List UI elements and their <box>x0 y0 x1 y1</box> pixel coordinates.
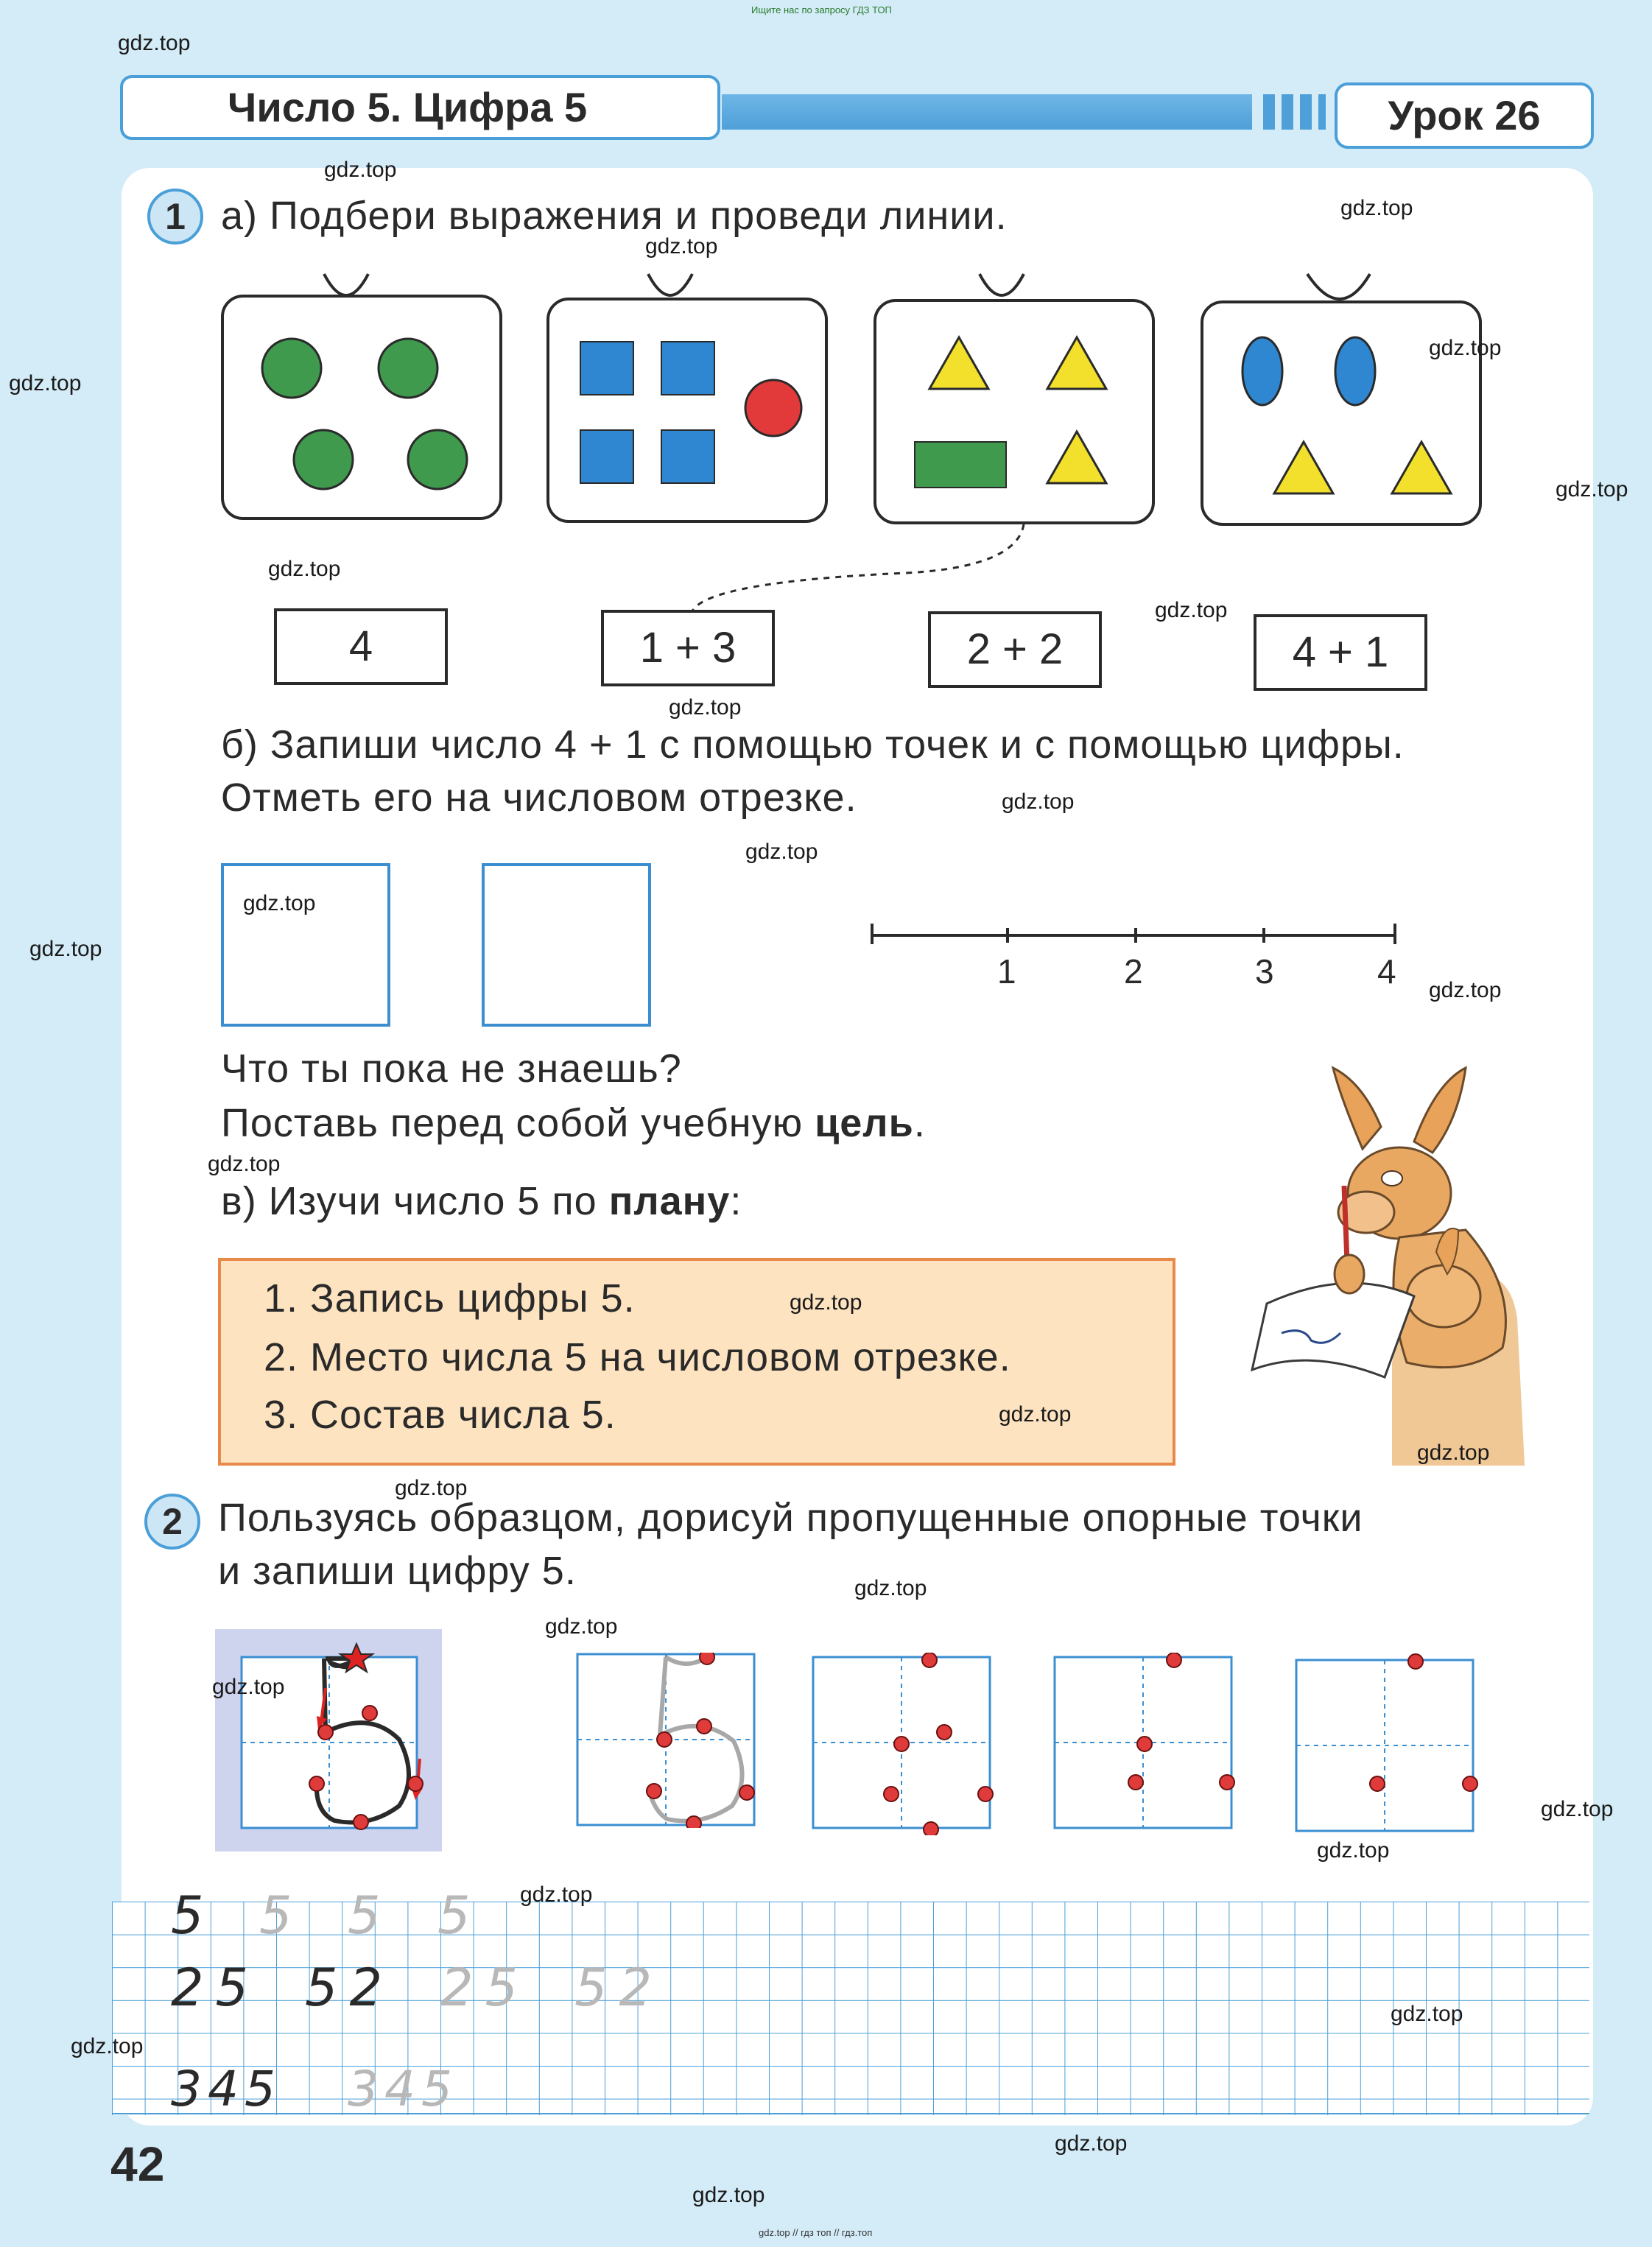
row3-item-faint: 345 <box>348 2061 458 2117</box>
row2-item: 52 <box>305 1958 395 2018</box>
expression-box-3[interactable]: 2 + 2 <box>928 611 1102 688</box>
watermark: gdz.top <box>71 2034 144 2058</box>
practice-box-1[interactable] <box>576 1653 760 1828</box>
task1-b-text-line1: б) Запиши число 4 + 1 с помощью точек и с помощью цифры. <box>221 722 1405 767</box>
task-number-2: 2 <box>144 1494 200 1550</box>
page-number: 42 <box>110 2137 165 2191</box>
watermark: gdz.top <box>1556 477 1628 502</box>
row2-item-faint: 25 <box>440 1958 530 2018</box>
sample-digit-five <box>215 1629 442 1852</box>
number-line-label-1: 1 <box>997 952 1016 991</box>
page-title: Число 5. Цифра 5 <box>120 75 720 140</box>
goal-text: Поставь перед собой учебную цель. <box>221 1101 926 1145</box>
watermark: gdz.top <box>395 1476 468 1500</box>
watermark: gdz.top <box>212 1675 285 1699</box>
task2-text-line2: и запиши цифру 5. <box>218 1549 577 1593</box>
expression-box-1[interactable]: 4 <box>274 608 448 685</box>
dots-answer-box[interactable] <box>221 863 390 1027</box>
practice-box-2[interactable] <box>812 1653 996 1835</box>
row1-item-faint: 5 <box>348 1885 381 1946</box>
watermark: gdz.top <box>669 695 742 720</box>
watermark: gdz.top <box>1340 196 1413 220</box>
expression-box-2[interactable]: 1 + 3 <box>601 610 775 686</box>
watermark: gdz.top <box>745 840 818 864</box>
watermark: gdz.top <box>118 31 191 55</box>
row2-item-faint: 52 <box>574 1958 664 2018</box>
row1-item-faint: 5 <box>437 1885 471 1946</box>
watermark: gdz.top <box>1317 1838 1390 1863</box>
kangaroo-illustration <box>1223 1053 1532 1466</box>
plan-box <box>218 1258 1175 1466</box>
watermark: gdz.top <box>1391 2002 1463 2026</box>
watermark: gdz.top <box>645 234 718 259</box>
expression-box-4[interactable]: 4 + 1 <box>1254 614 1427 691</box>
bottom-note: gdz.top // гдз топ // гдз.топ <box>759 2227 873 2238</box>
watermark: gdz.top <box>9 371 82 395</box>
watermark: gdz.top <box>545 1614 618 1639</box>
plan-item-3: 3. Состав числа 5. <box>264 1393 616 1437</box>
watermark: gdz.top <box>692 2183 765 2207</box>
plan-item-2: 2. Место числа 5 на числовом отрезке. <box>264 1335 1011 1379</box>
task2-text-line1: Пользуясь образцом, дорисуй пропущенные опорные точки <box>218 1496 1363 1540</box>
watermark: gdz.top <box>1055 2131 1128 2156</box>
watermark: gdz.top <box>1002 790 1075 814</box>
watermark: gdz.top <box>324 158 397 182</box>
top-note: Ищите нас по запросу ГДЗ ТОП <box>751 4 892 15</box>
watermark: gdz.top <box>1429 978 1502 1002</box>
digit-answer-box[interactable] <box>482 863 651 1027</box>
watermark: gdz.top <box>520 1882 593 1907</box>
question-text: Что ты пока не знаешь? <box>221 1047 682 1091</box>
number-line <box>869 918 1407 947</box>
task1-a-text: а) Подбери выражения и проведи линии. <box>221 194 1008 238</box>
watermark: gdz.top <box>999 1402 1072 1427</box>
watermark: gdz.top <box>29 937 102 961</box>
lesson-label: Урок 26 <box>1335 82 1594 149</box>
row1-item: 5 <box>171 1885 204 1946</box>
number-line-label-2: 2 <box>1124 952 1143 991</box>
watermark: gdz.top <box>1155 598 1228 622</box>
task-number-1: 1 <box>147 189 203 245</box>
number-line-label-4: 4 <box>1377 952 1396 991</box>
watermark: gdz.top <box>208 1152 281 1176</box>
practice-box-3[interactable] <box>1053 1653 1237 1835</box>
watermark: gdz.top <box>1417 1441 1490 1465</box>
watermark: gdz.top <box>1429 336 1502 360</box>
row3-item: 345 <box>171 2061 281 2117</box>
row1-item-faint: 5 <box>259 1885 292 1946</box>
practice-box-4[interactable] <box>1295 1653 1479 1835</box>
row2-item: 25 <box>171 1958 261 2018</box>
task1-b-text-line2: Отметь его на числовом отрезке. <box>221 776 857 820</box>
plan-item-1: 1. Запись цифры 5. <box>264 1276 636 1321</box>
watermark: gdz.top <box>854 1576 927 1600</box>
task1-v-text: в) Изучи число 5 по плану: <box>221 1179 742 1223</box>
number-line-label-3: 3 <box>1255 952 1274 991</box>
watermark: gdz.top <box>790 1290 862 1315</box>
watermark: gdz.top <box>243 891 316 915</box>
dashed-connector-line <box>0 0 1652 663</box>
watermark: gdz.top <box>1541 1797 1614 1821</box>
watermark: gdz.top <box>268 557 341 581</box>
